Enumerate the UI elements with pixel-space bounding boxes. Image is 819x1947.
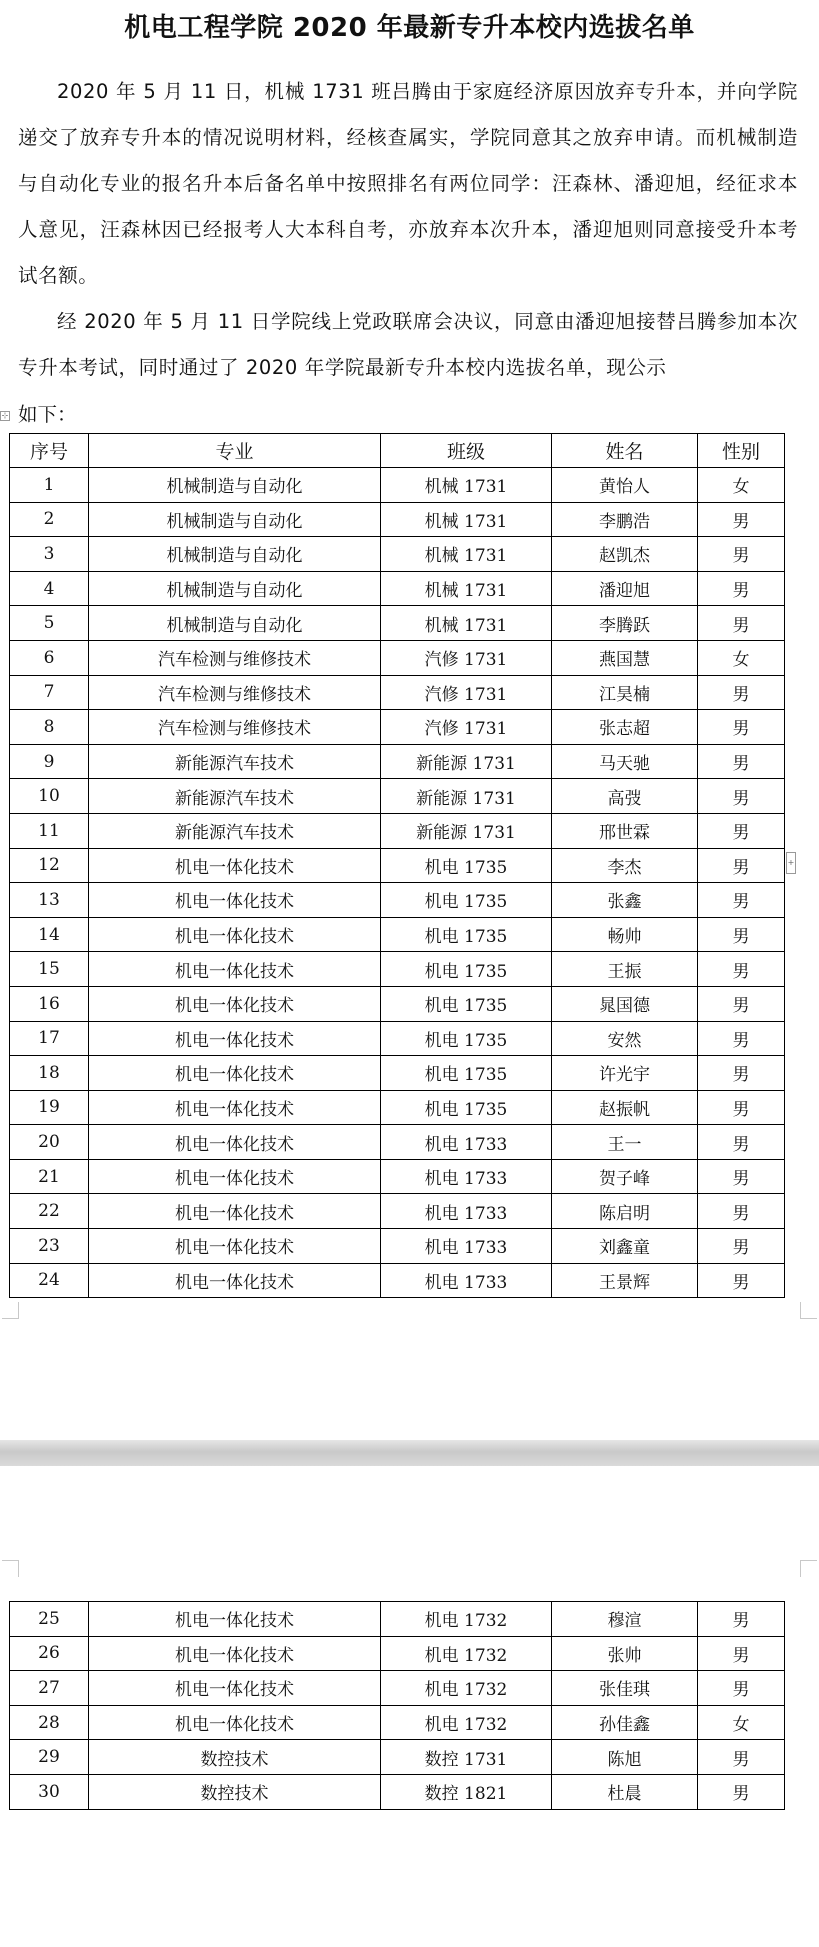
cell-name: 马天驰 bbox=[552, 744, 698, 779]
header-gender: 性别 bbox=[698, 434, 785, 468]
table-row bbox=[10, 1159, 785, 1194]
cell-class: 机械 1731 bbox=[381, 468, 552, 503]
cell-gender: 男 bbox=[698, 1229, 785, 1264]
cell-major: 机械制造与自动化 bbox=[89, 571, 381, 606]
cell-major: 机电一体化技术 bbox=[89, 1056, 381, 1091]
cell-index: 24 bbox=[10, 1263, 89, 1298]
cell-name: 王景辉 bbox=[552, 1263, 698, 1298]
cell-index: 17 bbox=[10, 1021, 89, 1056]
table-row bbox=[10, 1263, 785, 1298]
page-corner-mark bbox=[2, 1560, 19, 1577]
cell-index: 5 bbox=[10, 606, 89, 641]
cell-index: 3 bbox=[10, 537, 89, 572]
table-row bbox=[10, 1602, 785, 1637]
cell-class: 机电 1733 bbox=[381, 1194, 552, 1229]
cell-major: 汽车检测与维修技术 bbox=[89, 640, 381, 675]
body-paragraph-1: 2020 年 5 月 11 日，机械 1731 班吕腾由于家庭经济原因放弃专升本，并向学院递交了放弃专升本的情况说明材料，经核查属实，学院同意其之放弃申请。而机械制造与自动化专业的报名升本后备名单中按照排名有两位同学：汪森林、潘迎旭，经征求本人意见，汪森林因已经报考人大本科自考，亦放弃本次升本，潘迎旭则同意接受升本考试名额。 bbox=[18, 80, 798, 287]
cell-class: 机电 1732 bbox=[381, 1636, 552, 1671]
cell-class: 汽修 1731 bbox=[381, 640, 552, 675]
cell-gender: 男 bbox=[698, 883, 785, 918]
cell-gender: 男 bbox=[698, 779, 785, 814]
cell-gender: 男 bbox=[698, 1774, 785, 1809]
cell-index: 28 bbox=[10, 1705, 89, 1740]
header-name: 姓名 bbox=[552, 434, 698, 468]
cell-gender: 男 bbox=[698, 813, 785, 848]
body-paragraph-2: 经 2020 年 5 月 11 日学院线上党政联席会决议，同意由潘迎旭接替吕腾参加本次专升本考试，同时通过了 2020 年学院最新专升本校内选拔名单，现公示 bbox=[18, 310, 798, 379]
cell-major: 新能源汽车技术 bbox=[89, 744, 381, 779]
cell-gender: 男 bbox=[698, 1263, 785, 1298]
cell-gender: 男 bbox=[698, 606, 785, 641]
cell-major: 机电一体化技术 bbox=[89, 1125, 381, 1160]
cell-gender: 男 bbox=[698, 537, 785, 572]
cell-name: 王振 bbox=[552, 952, 698, 987]
cell-class: 机电 1735 bbox=[381, 952, 552, 987]
cell-major: 机电一体化技术 bbox=[89, 1159, 381, 1194]
table-row bbox=[10, 952, 785, 987]
table-row bbox=[10, 1229, 785, 1264]
cell-major: 机电一体化技术 bbox=[89, 1090, 381, 1125]
cell-class: 机电 1735 bbox=[381, 1056, 552, 1091]
cell-major: 机电一体化技术 bbox=[89, 1602, 381, 1637]
cell-major: 机电一体化技术 bbox=[89, 1705, 381, 1740]
cell-class: 机械 1731 bbox=[381, 571, 552, 606]
cell-name: 晁国德 bbox=[552, 986, 698, 1021]
cell-major: 机械制造与自动化 bbox=[89, 468, 381, 503]
cell-major: 机电一体化技术 bbox=[89, 1636, 381, 1671]
table-row bbox=[10, 571, 785, 606]
cell-index: 19 bbox=[10, 1090, 89, 1125]
cell-major: 机械制造与自动化 bbox=[89, 502, 381, 537]
table-row bbox=[10, 917, 785, 952]
cell-index: 21 bbox=[10, 1159, 89, 1194]
table-row bbox=[10, 1090, 785, 1125]
cell-class: 数控 1821 bbox=[381, 1774, 552, 1809]
cell-gender: 男 bbox=[698, 710, 785, 745]
cell-gender: 男 bbox=[698, 1194, 785, 1229]
cell-index: 23 bbox=[10, 1229, 89, 1264]
cell-class: 汽修 1731 bbox=[381, 675, 552, 710]
cell-major: 机电一体化技术 bbox=[89, 1229, 381, 1264]
roster-table-page-2 bbox=[9, 1601, 785, 1810]
cell-class: 机电 1735 bbox=[381, 1090, 552, 1125]
cell-class: 机电 1733 bbox=[381, 1159, 552, 1194]
cell-name: 张帅 bbox=[552, 1636, 698, 1671]
cell-index: 16 bbox=[10, 986, 89, 1021]
cell-index: 2 bbox=[10, 502, 89, 537]
cell-class: 机械 1731 bbox=[381, 502, 552, 537]
cell-gender: 男 bbox=[698, 1602, 785, 1637]
cell-gender: 男 bbox=[698, 1125, 785, 1160]
table-row bbox=[10, 813, 785, 848]
roster-table-page-1 bbox=[9, 433, 785, 1298]
cell-name: 邢世霖 bbox=[552, 813, 698, 848]
table-row bbox=[10, 1671, 785, 1706]
table-header-row bbox=[10, 434, 785, 468]
cell-class: 汽修 1731 bbox=[381, 710, 552, 745]
cell-index: 13 bbox=[10, 883, 89, 918]
table-row bbox=[10, 744, 785, 779]
cell-gender: 男 bbox=[698, 917, 785, 952]
cell-gender: 男 bbox=[698, 848, 785, 883]
cell-name: 张鑫 bbox=[552, 883, 698, 918]
cell-index: 27 bbox=[10, 1671, 89, 1706]
plus-icon[interactable]: + bbox=[786, 852, 796, 874]
cell-major: 新能源汽车技术 bbox=[89, 779, 381, 814]
page-corner-mark bbox=[800, 1302, 817, 1319]
table-row bbox=[10, 468, 785, 503]
cell-index: 18 bbox=[10, 1056, 89, 1091]
cell-name: 黄怡人 bbox=[552, 468, 698, 503]
cell-class: 机电 1733 bbox=[381, 1229, 552, 1264]
cell-major: 机电一体化技术 bbox=[89, 1021, 381, 1056]
cell-gender: 女 bbox=[698, 468, 785, 503]
cell-gender: 男 bbox=[698, 952, 785, 987]
table-row bbox=[10, 986, 785, 1021]
cell-class: 机电 1733 bbox=[381, 1125, 552, 1160]
cell-index: 22 bbox=[10, 1194, 89, 1229]
cell-name: 穆渲 bbox=[552, 1602, 698, 1637]
cell-index: 4 bbox=[10, 571, 89, 606]
table-row bbox=[10, 675, 785, 710]
cell-class: 机电 1732 bbox=[381, 1602, 552, 1637]
cell-name: 李杰 bbox=[552, 848, 698, 883]
table-row bbox=[10, 1774, 785, 1809]
cell-gender: 男 bbox=[698, 1636, 785, 1671]
cell-index: 12 bbox=[10, 848, 89, 883]
cell-gender: 男 bbox=[698, 675, 785, 710]
cell-major: 机械制造与自动化 bbox=[89, 537, 381, 572]
cell-name: 陈旭 bbox=[552, 1740, 698, 1775]
cell-gender: 男 bbox=[698, 1056, 785, 1091]
cell-name: 杜晨 bbox=[552, 1774, 698, 1809]
page-title: 机电工程学院 2020 年最新专升本校内选拔名单 bbox=[124, 13, 695, 43]
cell-class: 机电 1735 bbox=[381, 883, 552, 918]
cell-gender: 男 bbox=[698, 986, 785, 1021]
cell-name: 李鹏浩 bbox=[552, 502, 698, 537]
cell-index: 25 bbox=[10, 1602, 89, 1637]
cell-index: 20 bbox=[10, 1125, 89, 1160]
cell-name: 畅帅 bbox=[552, 917, 698, 952]
cell-gender: 女 bbox=[698, 640, 785, 675]
cell-class: 机电 1732 bbox=[381, 1705, 552, 1740]
cell-major: 新能源汽车技术 bbox=[89, 813, 381, 848]
cell-name: 孙佳鑫 bbox=[552, 1705, 698, 1740]
page-corner-mark bbox=[2, 1302, 19, 1319]
cell-major: 数控技术 bbox=[89, 1774, 381, 1809]
cell-index: 9 bbox=[10, 744, 89, 779]
cell-index: 8 bbox=[10, 710, 89, 745]
cell-gender: 男 bbox=[698, 571, 785, 606]
cell-major: 数控技术 bbox=[89, 1740, 381, 1775]
table-row bbox=[10, 1636, 785, 1671]
cell-name: 李腾跃 bbox=[552, 606, 698, 641]
table-row bbox=[10, 883, 785, 918]
cell-major: 机电一体化技术 bbox=[89, 848, 381, 883]
cell-class: 机电 1733 bbox=[381, 1263, 552, 1298]
cell-index: 14 bbox=[10, 917, 89, 952]
table-row bbox=[10, 848, 785, 883]
cell-name: 张佳琪 bbox=[552, 1671, 698, 1706]
cell-major: 机电一体化技术 bbox=[89, 952, 381, 987]
cell-class: 机电 1735 bbox=[381, 848, 552, 883]
cell-gender: 男 bbox=[698, 744, 785, 779]
cell-class: 新能源 1731 bbox=[381, 744, 552, 779]
cell-name: 安然 bbox=[552, 1021, 698, 1056]
cell-index: 30 bbox=[10, 1774, 89, 1809]
cell-class: 机电 1735 bbox=[381, 917, 552, 952]
cell-name: 贺子峰 bbox=[552, 1159, 698, 1194]
cell-name: 刘鑫童 bbox=[552, 1229, 698, 1264]
cell-name: 许光宇 bbox=[552, 1056, 698, 1091]
cell-major: 汽车检测与维修技术 bbox=[89, 675, 381, 710]
cell-major: 机电一体化技术 bbox=[89, 917, 381, 952]
cell-gender: 男 bbox=[698, 1671, 785, 1706]
table-row bbox=[10, 1740, 785, 1775]
cell-class: 新能源 1731 bbox=[381, 779, 552, 814]
table-row bbox=[10, 606, 785, 641]
cell-gender: 女 bbox=[698, 1705, 785, 1740]
table-row bbox=[10, 1056, 785, 1091]
cell-class: 机械 1731 bbox=[381, 606, 552, 641]
table-row bbox=[10, 710, 785, 745]
table-row bbox=[10, 640, 785, 675]
cell-gender: 男 bbox=[698, 1159, 785, 1194]
cell-name: 王一 bbox=[552, 1125, 698, 1160]
cell-major: 机电一体化技术 bbox=[89, 883, 381, 918]
cell-index: 11 bbox=[10, 813, 89, 848]
page-corner-mark bbox=[800, 1560, 817, 1577]
table-row bbox=[10, 1125, 785, 1160]
cell-name: 燕国慧 bbox=[552, 640, 698, 675]
cell-major: 机械制造与自动化 bbox=[89, 606, 381, 641]
cell-name: 赵凯杰 bbox=[552, 537, 698, 572]
cell-name: 潘迎旭 bbox=[552, 571, 698, 606]
table-row bbox=[10, 1705, 785, 1740]
cell-major: 机电一体化技术 bbox=[89, 986, 381, 1021]
cell-index: 29 bbox=[10, 1740, 89, 1775]
cell-class: 机电 1735 bbox=[381, 1021, 552, 1056]
cell-gender: 男 bbox=[698, 1021, 785, 1056]
cell-major: 机电一体化技术 bbox=[89, 1671, 381, 1706]
cell-gender: 男 bbox=[698, 1740, 785, 1775]
cell-gender: 男 bbox=[698, 502, 785, 537]
table-row bbox=[10, 1021, 785, 1056]
move-handle-icon[interactable]: ⊹ bbox=[1, 411, 9, 420]
cell-name: 赵振帆 bbox=[552, 1090, 698, 1125]
cell-index: 26 bbox=[10, 1636, 89, 1671]
cell-index: 6 bbox=[10, 640, 89, 675]
cell-major: 汽车检测与维修技术 bbox=[89, 710, 381, 745]
cell-name: 江昊楠 bbox=[552, 675, 698, 710]
header-major: 专业 bbox=[89, 434, 381, 468]
cell-name: 陈启明 bbox=[552, 1194, 698, 1229]
cell-name: 张志超 bbox=[552, 710, 698, 745]
header-class: 班级 bbox=[381, 434, 552, 468]
cell-index: 1 bbox=[10, 468, 89, 503]
cell-index: 15 bbox=[10, 952, 89, 987]
cell-class: 机械 1731 bbox=[381, 537, 552, 572]
cell-index: 7 bbox=[10, 675, 89, 710]
cell-class: 机电 1735 bbox=[381, 986, 552, 1021]
cell-major: 机电一体化技术 bbox=[89, 1263, 381, 1298]
cell-class: 新能源 1731 bbox=[381, 813, 552, 848]
cell-name: 高弢 bbox=[552, 779, 698, 814]
table-row bbox=[10, 779, 785, 814]
cell-class: 数控 1731 bbox=[381, 1740, 552, 1775]
page-separator bbox=[0, 1440, 819, 1466]
table-row bbox=[10, 537, 785, 572]
table-row bbox=[10, 1194, 785, 1229]
lead-in-text: 如下： bbox=[18, 403, 77, 426]
header-index: 序号 bbox=[10, 434, 89, 468]
cell-index: 10 bbox=[10, 779, 89, 814]
cell-gender: 男 bbox=[698, 1090, 785, 1125]
table-row bbox=[10, 502, 785, 537]
cell-major: 机电一体化技术 bbox=[89, 1194, 381, 1229]
cell-class: 机电 1732 bbox=[381, 1671, 552, 1706]
